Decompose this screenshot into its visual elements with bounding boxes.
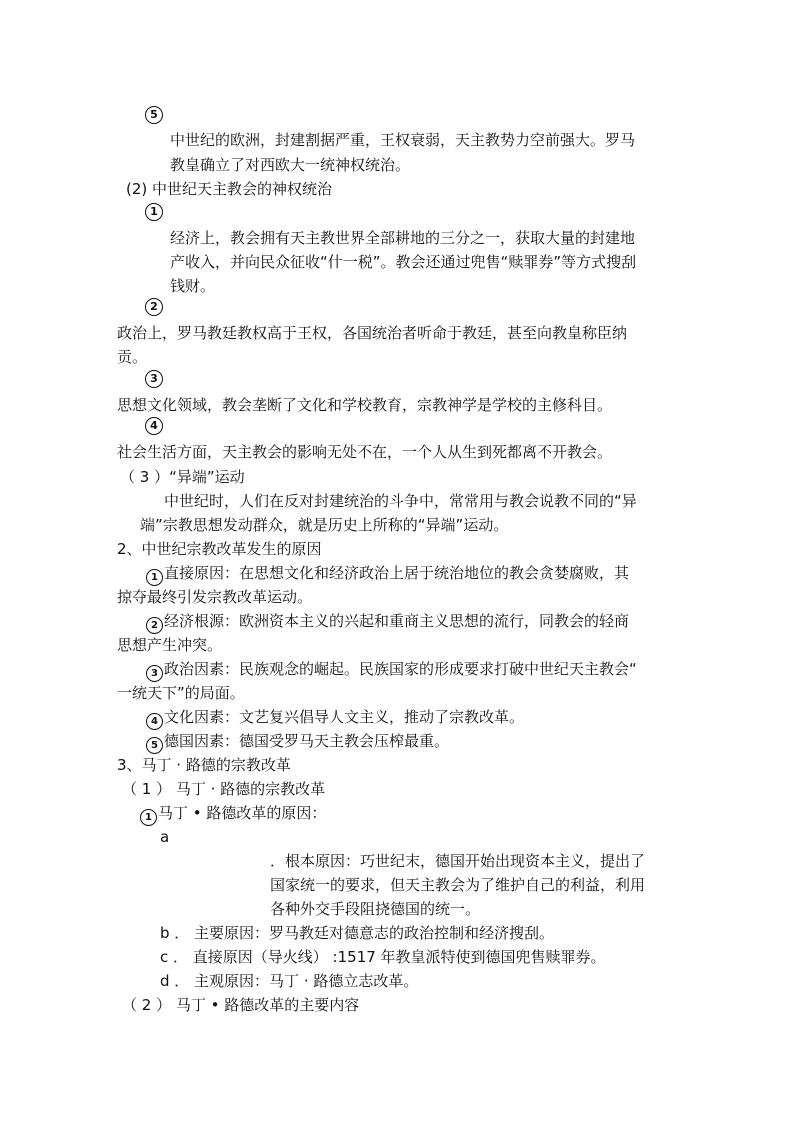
item-3-line-1: 思想文化领域，教会垄断了文化和学校教育，宗教神学是学校的主修科目。 (117, 396, 613, 414)
cause-marker: 1 (140, 809, 157, 826)
luther-heading: 3、马丁 · 路德的宗教改革 (117, 756, 291, 774)
item-3-marker: 3 (145, 370, 163, 388)
item-2-line-2: 贡。 (117, 348, 148, 366)
reason-4-line-1 (146, 707, 524, 730)
reason-3-line-2: 一统天下”的局面。 (117, 684, 245, 702)
reason-1-line-2: 掠夺最终引发宗教改革运动。 (117, 588, 313, 606)
reason-3-text: 政治因素：民族观念的崛起。民族国家的形成要求打破中世纪天主教会“ (164, 660, 637, 678)
item-1-line-1: 经济上，教会拥有天主教世界全部耕地的三分之一，获取大量的封建地 (170, 229, 636, 247)
heresy-line-1: 中世纪时，人们在反对封建统治的斗争中，常常用与教会说教不同的“异 (164, 492, 637, 510)
reason-2-text: 经济根源：欧洲资本主义的兴起和重商主义思想的流行，同教会的轻商 (164, 612, 630, 630)
reason-5-marker: 5 (146, 737, 163, 754)
cause-c: c ． 直接原因（导火线） :1517 年教皇派特使到德国兜售赎罪券。 (160, 948, 606, 966)
section-heading-theocracy: (2) 中世纪天主教会的神权统治 (126, 180, 333, 198)
cause-a-line-2: 国家统一的要求，但天主教会为了维护自己的利益，利用 (270, 876, 646, 894)
cause-a-line-3: 各种外交手段阻挠德国的统一。 (270, 900, 481, 918)
luther-cause-title (140, 803, 326, 826)
item-1-marker: 1 (145, 203, 163, 221)
item-1-line-3: 钱财。 (170, 277, 216, 295)
cause-b: b ． 主要原因：罗马教廷对德意志的政治控制和经济搜刮。 (160, 924, 555, 942)
reason-1-marker: 1 (146, 569, 163, 586)
reason-3-line-1 (146, 659, 637, 682)
section-heading-heresy: （ 3 ）“异端”运动 (120, 468, 245, 486)
cause-title-text: 马丁 • 路德改革的原因： (158, 804, 327, 822)
reason-5-line-1 (146, 731, 449, 754)
reasons-heading: 2、中世纪宗教改革发生的原因 (117, 540, 322, 558)
item-4-line-1: 社会生活方面，天主教会的影响无处不在，一个人从生到死都离不开教会。 (117, 443, 613, 461)
reason-3-marker: 3 (146, 665, 163, 682)
reason-4-marker: 4 (146, 713, 163, 730)
item-5-line-2: 教皇确立了对西欧大一统神权统治。 (170, 156, 411, 174)
reason-2-line-1 (146, 611, 629, 634)
luther-subheading-1: （ 1 ） 马丁 · 路德的宗教改革 (122, 780, 326, 798)
reason-5-text: 德国因素：德国受罗马天主教会压榨最重。 (164, 732, 450, 750)
item-2-line-1: 政治上，罗马教廷教权高于王权，各国统治者听命于教廷，甚至向教皇称臣纳 (117, 324, 628, 342)
item-2-marker: 2 (145, 298, 163, 316)
reason-1-line-1 (146, 563, 629, 586)
item-5-marker: 5 (145, 106, 163, 124)
reason-1-text: 直接原因：在思想文化和经济政治上居于统治地位的教会贪婪腐败，其 (164, 564, 630, 582)
item-4-marker: 4 (145, 417, 163, 435)
item-1-line-2: 产收入，并向民众征收“什一税”。教会还通过兜售“赎罪券”等方式搜刮 (170, 253, 637, 271)
luther-subheading-2: （ 2 ） 马丁 • 路德改革的主要内容 (122, 996, 360, 1014)
reason-2-line-2: 思想产生冲突。 (117, 636, 223, 654)
item-5-line-1: 中世纪的欧洲，封建割据严重，王权衰弱，天主教势力空前强大。罗马 (170, 131, 636, 149)
heresy-line-2: 端”宗教思想发动群众，就是历史上所称的“异端”运动。 (140, 516, 509, 534)
cause-a-label: a (160, 828, 170, 846)
cause-d: d ． 主观原因：马丁 · 路德立志改革。 (160, 972, 419, 990)
reason-2-marker: 2 (146, 617, 163, 634)
cause-a-line-1: ．根本原因：巧世纪末，德国开始出现资本主义，提出了 (270, 852, 646, 870)
reason-4-text: 文化因素：文艺复兴倡导人文主义，推动了宗教改革。 (164, 708, 525, 726)
